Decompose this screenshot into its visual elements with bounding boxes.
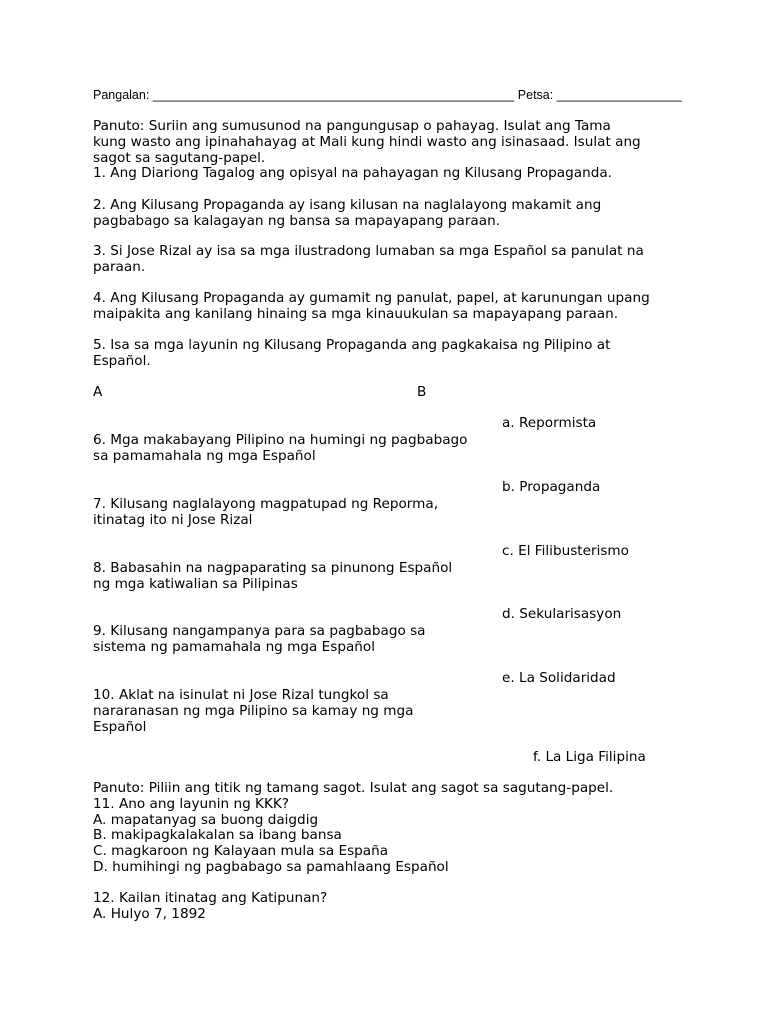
match-item-10	[93, 688, 413, 735]
match-item-6	[93, 433, 468, 465]
date-label: Petsa:	[517, 88, 554, 102]
match-item-7	[93, 497, 438, 529]
item-line: 3. Si Jose Rizal ay isa sa mga ilustradong lumaban sa mga Español sa panulat na	[93, 243, 644, 259]
q11-option-b: B. makipagkalakalan sa ibang bansa	[93, 827, 342, 844]
question-12: 12. Kailan itinatag ang Katipunan?	[93, 890, 328, 906]
q11-option-d: D. humihingi ng pagbabago sa pamahlaang Español	[93, 858, 449, 875]
item-line: 1. Ang Diariong Tagalog ang opisyal na pahayagan ng Kilusang Propaganda.	[93, 165, 612, 181]
tf-item-2	[93, 198, 601, 230]
item-line: Español	[93, 718, 147, 735]
choice-f: f. La Liga Filipina	[533, 749, 646, 765]
question-11: 11. Ano ang layunin ng KKK?	[93, 795, 290, 812]
item-line: 4. Ang Kilusang Propaganda ay gumamit ng panulat, papel, at karunungan upang	[93, 290, 650, 306]
item-line: Español.	[93, 352, 151, 369]
q11-option-c: C. magkaroon ng Kalayaan mula sa España	[93, 843, 389, 860]
item-line: 2. Ang Kilusang Propaganda ay isang kilusan na naglalayong makamit ang	[93, 197, 602, 213]
tf-item-4	[93, 291, 650, 323]
item-line: itinatag ito ni Jose Rizal	[93, 511, 253, 528]
match-item-9	[93, 624, 426, 656]
column-b-header: B	[417, 384, 427, 400]
section3-block	[93, 781, 613, 876]
choice-a: a. Repormista	[502, 415, 597, 431]
choice-e: e. La Solidaridad	[502, 670, 616, 686]
item-line: maipakita ang kanilang hinaing sa mga kinauukulan sa mapayapang paraan.	[93, 305, 619, 322]
item-line: 9. Kilusang nangampanya para sa pagbabago sa	[93, 623, 426, 639]
match-item-8	[93, 561, 452, 593]
item-line: 7. Kilusang naglalayong magpatupad ng Reporma,	[93, 496, 439, 512]
question-12-block	[93, 891, 327, 923]
instruction-line: Panuto: Suriin ang sumusunod na pangungusap o pahayag. Isulat ang Tama	[93, 118, 611, 134]
tf-item-1	[93, 166, 612, 182]
instruction-line: sagot sa sagutang-papel.	[93, 149, 266, 166]
header-line	[93, 88, 682, 104]
item-line: 5. Isa sa mga layunin ng Kilusang Propaganda ang pagkakaisa ng Pilipino at	[93, 337, 611, 353]
item-line: nararanasan ng mga Pilipino sa kamay ng mga	[93, 702, 414, 719]
name-field[interactable]: ____________________________________________________	[152, 88, 515, 102]
section1-instructions	[93, 119, 641, 166]
item-line: 10. Aklat na isinulat ni Jose Rizal tungkol sa	[93, 687, 389, 703]
choice-d: d. Sekularisasyon	[502, 606, 622, 622]
item-line: 8. Babasahin na nagpaparating sa pinunong Español	[93, 560, 453, 576]
name-label: Pangalan:	[93, 88, 150, 102]
tf-item-3	[93, 244, 644, 276]
choice-b: b. Propaganda	[502, 479, 601, 495]
choice-c: c. El Filibusterismo	[502, 543, 629, 559]
item-line: sa pamamahala ng mga Español	[93, 447, 316, 464]
column-a-header: A	[93, 384, 103, 400]
date-field[interactable]: __________________	[556, 88, 682, 102]
item-line: paraan.	[93, 258, 146, 275]
section3-instruction: Panuto: Piliin ang titik ng tamang sagot. Isulat ang sagot sa sagutang-papel.	[93, 780, 614, 796]
q11-option-a: A. mapatanyag sa buong daigdig	[93, 811, 319, 828]
item-line: ng mga katiwalian sa Pilipinas	[93, 575, 298, 592]
item-line: 6. Mga makabayang Pilipino na humingi ng pagbabago	[93, 432, 468, 448]
instruction-line: kung wasto ang ipinahahayag at Mali kung hindi wasto ang isinasaad. Isulat ang	[93, 133, 641, 150]
item-line: pagbabago sa kalagayan ng bansa sa mapayapang paraan.	[93, 212, 501, 229]
item-line: sistema ng pamamahala ng mga Español	[93, 638, 375, 655]
q12-option-a: A. Hulyo 7, 1892	[93, 905, 206, 922]
tf-item-5	[93, 338, 610, 370]
